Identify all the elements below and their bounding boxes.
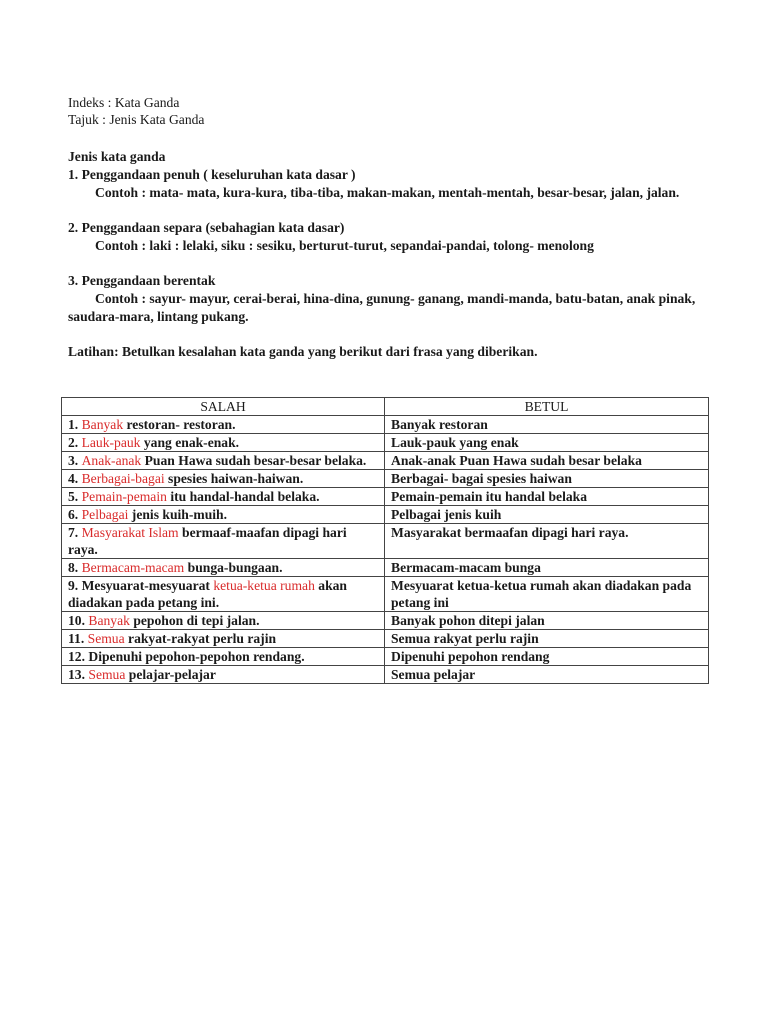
betul-cell: Lauk-pauk yang enak [385,434,709,452]
type-2-title: 2. Penggandaan separa (sebahagian kata dasar) [68,220,345,235]
salah-text: yang enak-enak. [140,435,240,450]
row-number: 10. [68,613,89,628]
type-1-example: Contoh : mata- mata, kura-kura, tiba-tiba, makan-makan, mentah-mentah, besar-besar, jalan, jalan. [95,185,680,200]
salah-error-word: Semua [88,667,126,682]
table-row [62,612,709,630]
betul-cell: Mesyuarat ketua-ketua rumah akan diadakan pada petang ini [385,577,709,612]
table-row [62,434,709,452]
row-number: 5. [68,489,82,504]
salah-cell [62,666,385,684]
salah-cell [62,416,385,434]
salah-error-word: ketua-ketua rumah [213,578,315,593]
row-number: 8. [68,560,82,575]
type-3-example: Contoh : sayur- mayur, cerai-berai, hina-dina, gunung- ganang, mandi-manda, batu-batan, anak pinak, saudara-mara, lintang pukang. [68,291,696,324]
salah-text: itu handal-handal belaka. [166,489,320,504]
betul-cell: Banyak pohon ditepi jalan [385,612,709,630]
salah-error-word: Anak-anak [81,453,142,468]
salah-cell [62,612,385,630]
row-number: 4. [68,471,82,486]
betul-cell: Banyak restoran [385,416,709,434]
table-row [62,648,709,666]
salah-error-word: Masyarakat Islam [81,525,179,540]
table-header-row [62,398,709,416]
title-line: Tajuk : Jenis Kata Ganda [68,112,205,127]
exercise-table [61,397,709,684]
row-number: 1. [68,417,82,432]
table-row [62,416,709,434]
salah-text: jenis kuih-muih. [128,507,227,522]
header-salah: SALAH [62,398,385,416]
betul-cell: Dipenuhi pepohon rendang [385,648,709,666]
table-row [62,666,709,684]
header-betul: BETUL [385,398,709,416]
salah-cell [62,506,385,524]
salah-error-word: Banyak [81,417,124,432]
row-number: 3. [68,453,82,468]
salah-cell [62,524,385,559]
salah-text: pepohon di tepi jalan. [129,613,260,628]
table-row [62,488,709,506]
salah-text: restoran- restoran. [123,417,236,432]
table-body [62,416,709,684]
row-number: 6. [68,507,82,522]
salah-error-word: Bermacam-macam [81,560,185,575]
row-number: 7. [68,525,82,540]
salah-text: bunga-bungaan. [184,560,283,575]
salah-error-word: Banyak [88,613,130,628]
row-number: 9. [68,578,82,593]
row-number: 13. [68,667,89,682]
salah-error-word: Semua [87,631,125,646]
betul-cell: Anak-anak Puan Hawa sudah besar belaka [385,452,709,470]
salah-cell [62,559,385,577]
salah-text: pelajar-pelajar [125,667,216,682]
salah-error-word: Lauk-pauk [81,435,141,450]
salah-error-word: Pelbagai [81,507,129,522]
row-number: 11. [68,631,88,646]
salah-text: bermaaf-maafan dipagi hari raya. [68,525,347,557]
exercise-instruction: Latihan: Betulkan kesalahan kata ganda yang berikut dari frasa yang diberikan. [68,344,538,359]
betul-cell: Pelbagai jenis kuih [385,506,709,524]
betul-cell: Pemain-pemain itu handal belaka [385,488,709,506]
index-line: Indeks : Kata Ganda [68,95,180,110]
salah-text: spesies haiwan-haiwan. [164,471,304,486]
betul-cell: Semua pelajar [385,666,709,684]
betul-cell: Berbagai- bagai spesies haiwan [385,470,709,488]
salah-cell [62,470,385,488]
salah-text: rakyat-rakyat perlu rajin [124,631,277,646]
salah-cell [62,488,385,506]
type-1-title: 1. Penggandaan penuh ( keseluruhan kata dasar ) [68,167,356,182]
table-row [62,577,709,612]
row-number: 2. [68,435,82,450]
table-row [62,524,709,559]
betul-cell: Bermacam-macam bunga [385,559,709,577]
table-row [62,630,709,648]
salah-cell [62,434,385,452]
salah-text: Mesyuarat-mesyuarat [81,578,214,593]
betul-cell: Semua rakyat perlu rajin [385,630,709,648]
betul-cell: Masyarakat bermaafan dipagi hari raya. [385,524,709,559]
document-header [68,94,204,128]
type-2-example: Contoh : laki : lelaki, siku : sesiku, berturut-turut, sepandai-pandai, tolong- menolong [95,238,594,253]
row-number: 12. [68,649,89,664]
salah-text: akan diadakan pada petang ini. [68,578,347,610]
table-row [62,452,709,470]
salah-error-word: Pemain-pemain [81,489,167,504]
table-row [62,559,709,577]
section-heading: Jenis kata ganda [68,149,166,164]
salah-cell [62,648,385,666]
table-row [62,506,709,524]
salah-cell [62,630,385,648]
salah-cell [62,577,385,612]
table-row [62,470,709,488]
salah-cell [62,452,385,470]
intro-section [68,148,708,361]
salah-text: Puan Hawa sudah besar-besar belaka. [141,453,367,468]
type-3-title: 3. Penggandaan berentak [68,273,216,288]
salah-error-word: Berbagai-bagai [81,471,165,486]
salah-text: Dipenuhi pepohon-pepohon rendang. [88,649,305,664]
